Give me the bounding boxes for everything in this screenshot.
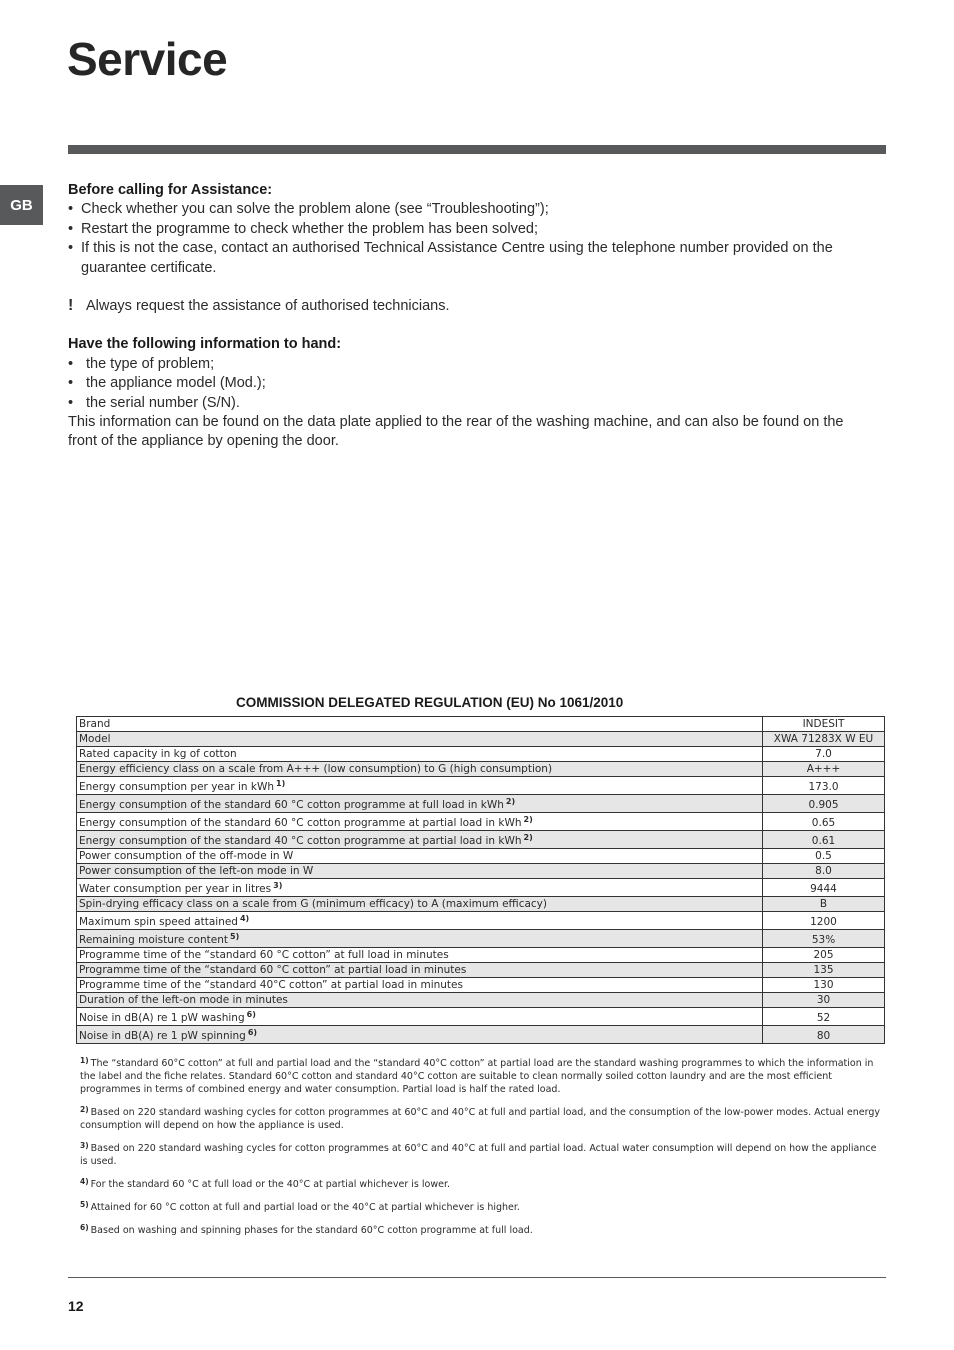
footnote-mark: 1) [80,1056,89,1065]
row-label: Energy consumption of the standard 60 °C cotton programme at full load in kWh $^{2)}$ [77,795,763,813]
table-row [77,762,885,777]
footnote-ref: 4) [239,914,250,923]
warning-note [68,297,868,316]
row-value: 80 [763,1026,885,1044]
table-row [77,864,885,879]
footnote-ref: 6) [246,1010,256,1019]
footnote-mark: 5) [80,1200,89,1209]
list-item: • the appliance model (Mod.); [68,374,868,393]
table-row [77,813,885,831]
row-value: 0.61 [763,831,885,849]
language-tab: GB [0,185,43,225]
warning-text: Always request the assistance of authorised technicians. [86,298,450,315]
footnote-ref: 3) [273,881,283,890]
row-value: 1200 [763,912,885,930]
row-label: Energy efficiency class on a scale from A+++ (low consumption) to G (high consumption) [77,762,763,777]
table-row [77,777,885,795]
footnotes [80,1057,880,1247]
table-row [77,747,885,762]
page-number: 12 [68,1298,84,1314]
row-value: 9444 [763,879,885,897]
footnote-mark: 6) [80,1223,89,1232]
row-value: 53% [763,930,885,948]
table-row [77,948,885,963]
row-value: 52 [763,1008,885,1026]
footnote-mark: 2) [80,1105,89,1114]
info-note: This information can be found on the data plate applied to the rear of the washing machine, and can also be found on the front of the appliance by opening the door. [68,414,844,450]
row-value: XWA 71283X W EU [763,732,885,747]
table-row [77,963,885,978]
assistance-heading: Before calling for Assistance: [68,182,273,198]
footnote-ref: 6) [247,1028,258,1037]
table-row [77,795,885,813]
row-value: 0.905 [763,795,885,813]
row-value: 205 [763,948,885,963]
service-content [68,181,868,452]
row-label: Spin-drying efficacy class on a scale from G (minimum efficacy) to A (maximum efficacy) [77,897,763,912]
row-label: Rated capacity in kg of cotton [77,747,763,762]
top-divider [68,145,886,154]
row-value: 8.0 [763,864,885,879]
table-row [77,930,885,948]
row-label: Power consumption of the off-mode in W [77,849,763,864]
table-row [77,1026,885,1044]
row-value: 130 [763,978,885,993]
row-value: 0.65 [763,813,885,831]
table-row [77,993,885,1008]
product-fiche-table [76,716,885,1044]
row-label: Power consumption of the left-on mode in W [77,864,763,879]
row-value: 135 [763,963,885,978]
table-row [77,912,885,930]
table-row [77,849,885,864]
row-value: 173.0 [763,777,885,795]
row-value: 7.0 [763,747,885,762]
list-item: • Restart the programme to check whether the problem has been solved; [68,220,868,239]
row-value: 0.5 [763,849,885,864]
row-label: Water consumption per year in litres $^{3)}$ [77,879,763,897]
table-row [77,978,885,993]
footnote-ref: 2) [505,797,516,806]
footnote-ref: 2) [523,833,533,842]
footnote: $^{3)}$ Based on 220 standard washing cycles for cotton programmes at 60°C and 40°C at full and partial load. Actual water consumption will depend on how the appliance is used. [80,1141,877,1167]
row-label: Programme time of the “standard 60 °C cotton” at full load in minutes [77,948,763,963]
footnote-mark: 3) [80,1141,89,1150]
info-list [68,355,868,413]
table-row [77,897,885,912]
warning-icon: ! [68,297,74,315]
table-row [77,879,885,897]
row-value: 30 [763,993,885,1008]
row-value: B [763,897,885,912]
row-value: A+++ [763,762,885,777]
row-label: Duration of the left-on mode in minutes [77,993,763,1008]
row-label: Programme time of the “standard 60 °C cotton” at partial load in minutes [77,963,763,978]
table-row [77,732,885,747]
list-item: • the type of problem; [68,355,868,374]
row-label: Maximum spin speed attained $^{4)}$ [77,912,763,930]
row-label: Model [77,732,763,747]
table-row [77,1008,885,1026]
row-label: Energy consumption of the standard 60 °C cotton programme at partial load in kWh $^{2)}$ [77,813,763,831]
footnote: $^{6)}$ Based on washing and spinning phases for the standard 60°C cotton programme at full load. [80,1223,533,1236]
footnote-ref: 5) [230,932,240,941]
row-label: Programme time of the “standard 40°C cotton” at partial load in minutes [77,978,763,993]
row-label: Remaining moisture content $^{5)}$ [77,930,763,948]
row-label: Noise in dB(A) re 1 pW spinning $^{6)}$ [77,1026,763,1044]
row-label: Energy consumption per year in kWh $^{1)}$ [77,777,763,795]
assistance-list [68,200,868,278]
footnote-ref: 2) [523,815,533,824]
regulation-title: COMMISSION DELEGATED REGULATION (EU) No 1061/2010 [236,695,624,710]
footnote: $^{5)}$ Attained for 60 °C cotton at full and partial load or the 40°C at partial whichever is higher. [80,1200,520,1213]
row-value: INDESIT [763,717,885,732]
footnote: $^{4)}$ For the standard 60 °C at full load or the 40°C at partial whichever is lower. [80,1177,451,1190]
row-label: Brand [77,717,763,732]
list-item: • If this is not the case, contact an authorised Technical Assistance Centre using the telephone number provided on the guarantee certificate. [68,239,868,278]
table-row [77,831,885,849]
list-item: • the serial number (S/N). [68,394,868,413]
footnote-mark: 4) [80,1177,89,1186]
bottom-divider [68,1277,886,1278]
info-heading: Have the following information to hand: [68,336,342,353]
row-label: Energy consumption of the standard 40 °C cotton programme at partial load in kWh $^{2)}$ [77,831,763,849]
footnote: $^{1)}$ The “standard 60°C cotton” at full and partial load and the “standard 40°C cotton” at partial load are the standard washing programmes to which the information in the label and the fiche relates. Standard 60°C cotton and standard 40°C cotton are suitable to clean normally soiled cotton laundry and are the most efficient programmes in terms of combined energy and water consumption. Partial load is half the rated load. [80,1056,874,1095]
page-title: Service [67,33,228,85]
row-label: Noise in dB(A) re 1 pW washing $^{6)}$ [77,1008,763,1026]
list-item: • Check whether you can solve the problem alone (see “Troubleshooting”); [68,200,868,219]
footnote-ref: 1) [276,779,286,788]
footnote: $^{2)}$ Based on 220 standard washing cycles for cotton programmes at 60°C and 40°C at full and partial load, and the consumption of the low-power modes. Actual energy consumption will depend on how the appliance is used. [80,1105,881,1131]
table-row [77,717,885,732]
